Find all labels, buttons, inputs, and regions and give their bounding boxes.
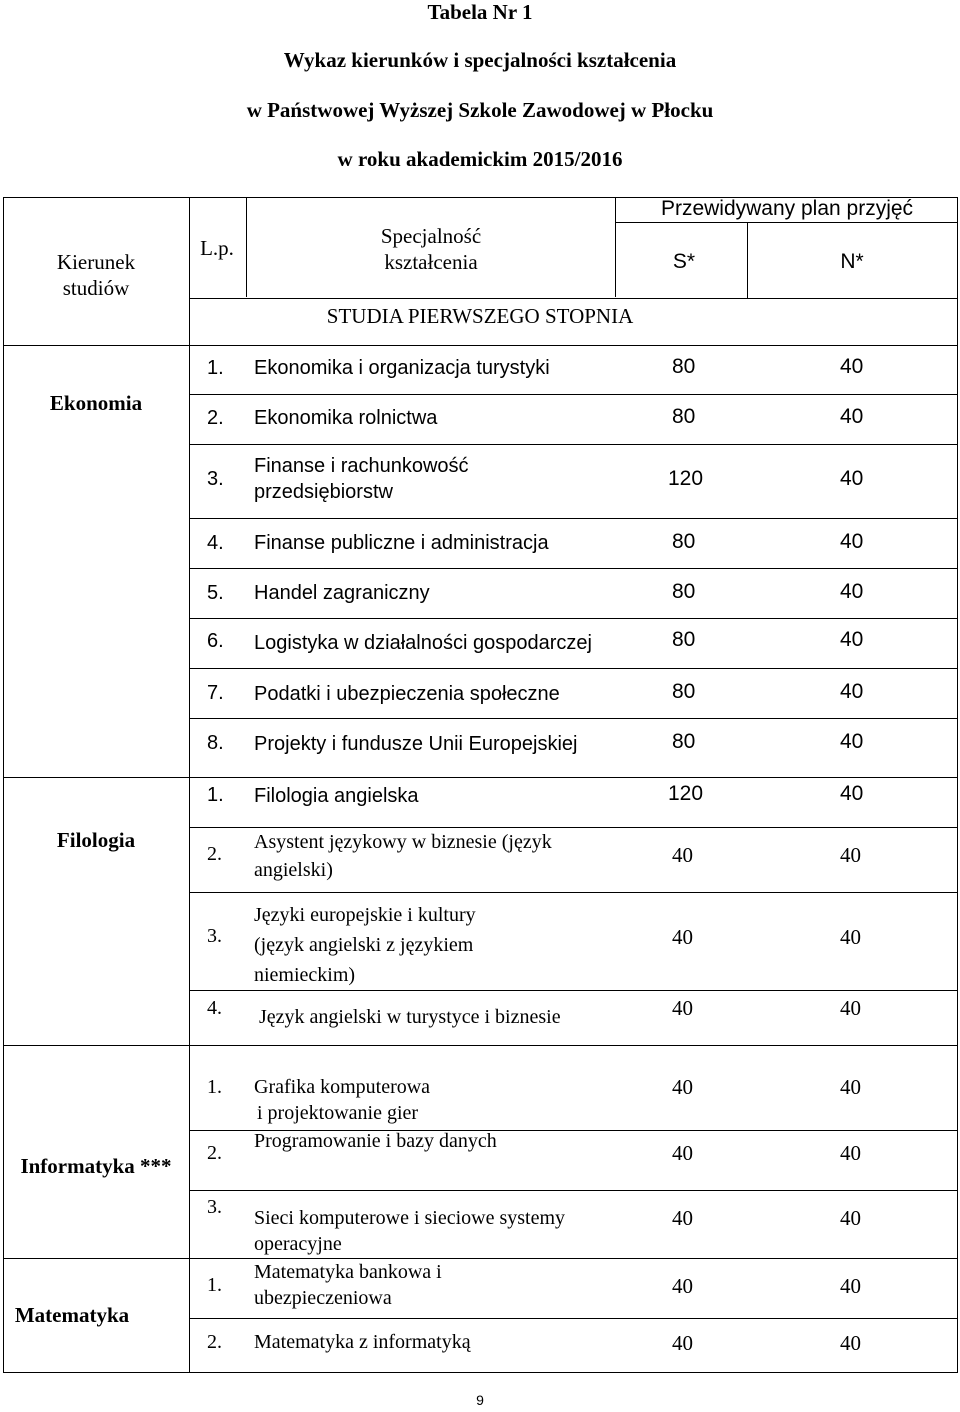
row-specjalnosc-line2: (język angielski z językiem <box>254 934 474 956</box>
table-number: Tabela Nr 1 <box>427 0 533 24</box>
row-specjalnosc: Projekty i fundusze Unii Europejskiej <box>254 733 578 755</box>
header-plan-przyjec: Przewidywany plan przyjęć <box>660 197 914 220</box>
row-lp: 3. <box>207 468 224 490</box>
row-lp: 1. <box>207 784 224 806</box>
row-lp: 3. <box>207 1196 222 1218</box>
row-lp: 2. <box>207 1142 222 1164</box>
row-specjalnosc-line1: Matematyka bankowa i <box>254 1261 442 1283</box>
row-specjalnosc-line2: operacyjne <box>254 1233 342 1255</box>
row-s: 40 <box>672 1075 693 1099</box>
row-n: 40 <box>840 730 864 753</box>
header-lp: L.p. <box>200 236 234 260</box>
row-n: 40 <box>840 1141 861 1165</box>
row-lp: 4. <box>207 532 224 554</box>
row-n: 40 <box>840 782 864 805</box>
row-n: 40 <box>840 680 864 703</box>
document-title: Wykaz kierunków i specjalności kształcenia <box>283 48 677 72</box>
row-specjalnosc: Finanse publiczne i administracja <box>254 532 549 554</box>
group-matematyka: Matematyka <box>14 1303 130 1327</box>
row-s: 40 <box>672 1141 693 1165</box>
row-s: 80 <box>672 628 696 651</box>
header-n: N* <box>840 250 864 273</box>
row-s: 80 <box>672 530 696 553</box>
header-s: S* <box>672 250 696 273</box>
row-s: 40 <box>672 925 693 949</box>
row-specjalnosc: Podatki i ubezpieczenia społeczne <box>254 683 560 705</box>
row-lp: 1. <box>207 357 224 379</box>
group-ekonomia: Ekonomia <box>49 391 143 415</box>
row-specjalnosc-line1: Języki europejskie i kultury <box>254 904 476 926</box>
row-s: 120 <box>668 467 704 490</box>
row-specjalnosc-line2: angielski) <box>254 859 333 881</box>
row-s: 80 <box>672 680 696 703</box>
document-subtitle-institution: w Państwowej Wyższej Szkole Zawodowej w Płocku <box>246 98 714 122</box>
row-specjalnosc: Język angielski w turystyce i biznesie <box>259 1006 561 1028</box>
row-n: 40 <box>840 530 864 553</box>
row-n: 40 <box>840 1274 861 1298</box>
row-n: 40 <box>840 580 864 603</box>
row-s: 120 <box>668 782 704 805</box>
row-lp: 2. <box>207 407 224 429</box>
document-subtitle-year: w roku akademickim 2015/2016 <box>337 147 623 171</box>
row-lp: 2. <box>207 1331 222 1353</box>
row-n: 40 <box>840 925 861 949</box>
row-lp: 5. <box>207 582 224 604</box>
row-specjalnosc-line1: Asystent językowy w biznesie (język <box>254 831 552 853</box>
page-number: 9 <box>476 1392 484 1408</box>
row-specjalnosc-line1: Grafika komputerowa <box>254 1076 431 1098</box>
row-specjalnosc-line3: niemieckim) <box>254 964 356 986</box>
row-s: 40 <box>672 1331 693 1355</box>
header-studiow: studiów <box>62 276 130 300</box>
row-s: 80 <box>672 730 696 753</box>
row-lp: 4. <box>207 997 222 1019</box>
row-n: 40 <box>840 843 861 867</box>
row-specjalnosc-line2: przedsiębiorstw <box>254 481 393 503</box>
row-n: 40 <box>840 1075 861 1099</box>
row-lp: 3. <box>207 925 222 947</box>
header-ksztalcenia: kształcenia <box>384 250 478 274</box>
row-lp: 2. <box>207 843 222 865</box>
row-s: 40 <box>672 1274 693 1298</box>
header-studia-pierwszego-stopnia: STUDIA PIERWSZEGO STOPNIA <box>326 304 634 328</box>
row-n: 40 <box>840 405 864 428</box>
row-specjalnosc: Handel zagraniczny <box>254 582 430 604</box>
row-n: 40 <box>840 355 864 378</box>
row-lp: 8. <box>207 732 224 754</box>
row-lp: 6. <box>207 630 224 652</box>
row-s: 40 <box>672 1206 693 1230</box>
row-specjalnosc: Matematyka z informatyką <box>254 1331 471 1353</box>
row-s: 80 <box>672 355 696 378</box>
row-specjalnosc: Logistyka w działalności gospodarczej <box>254 632 592 654</box>
row-specjalnosc: Ekonomika rolnictwa <box>254 407 438 429</box>
row-specjalnosc-line1: Finanse i rachunkowość <box>254 455 469 477</box>
row-n: 40 <box>840 1331 861 1355</box>
row-s: 80 <box>672 405 696 428</box>
row-n: 40 <box>840 628 864 651</box>
header-kierunek: Kierunek <box>56 250 136 274</box>
row-s: 40 <box>672 843 693 867</box>
row-lp: 7. <box>207 682 224 704</box>
row-lp: 1. <box>207 1076 222 1098</box>
row-s: 80 <box>672 580 696 603</box>
row-specjalnosc-line2: i projektowanie gier <box>257 1102 419 1124</box>
row-specjalnosc: Ekonomika i organizacja turystyki <box>254 357 550 379</box>
row-specjalnosc-line1: Sieci komputerowe i sieciowe systemy <box>254 1207 566 1229</box>
group-filologia: Filologia <box>56 828 136 852</box>
row-lp: 1. <box>207 1274 222 1296</box>
row-n: 40 <box>840 467 864 490</box>
row-s: 40 <box>672 996 693 1020</box>
header-specjalnosc: Specjalność <box>380 224 482 248</box>
row-specjalnosc-line2: ubezpieczeniowa <box>254 1287 392 1309</box>
row-specjalnosc: Programowanie i bazy danych <box>254 1130 497 1152</box>
row-n: 40 <box>840 996 861 1020</box>
row-n: 40 <box>840 1206 861 1230</box>
group-informatyka: Informatyka *** <box>20 1154 172 1178</box>
row-specjalnosc: Filologia angielska <box>254 785 419 807</box>
